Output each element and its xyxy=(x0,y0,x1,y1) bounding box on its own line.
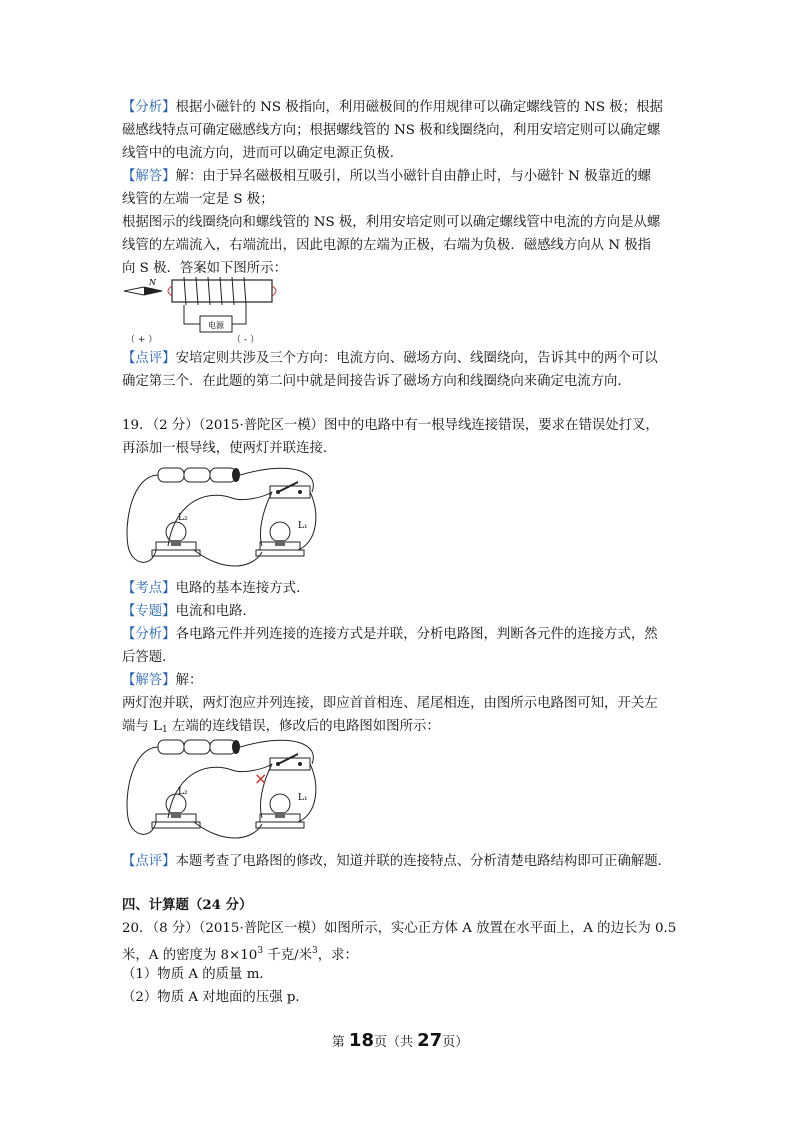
jieda-text: 向 S 极．答案如下图所示： xyxy=(122,261,287,276)
lamp-l2-icon xyxy=(152,794,200,828)
jieda-text: 端与 $L_1$ 左端的连线错误，修改后的电路图如图所示： xyxy=(122,719,440,735)
power-label: 电源 xyxy=(208,321,224,330)
jieda-text: 线管的左端流入，右端流出，因此电源的左端为正极，右端为负极．磁感线方向从 N 极指 xyxy=(122,238,652,253)
jieda-text: 解：由于异名磁极相互吸引，所以当小磁针自由静止时，与小磁针 N 极靠近的螺 xyxy=(175,169,652,184)
n-pole-label: N xyxy=(149,278,156,287)
l2-label: L₂ xyxy=(178,513,188,523)
l1-label: L₁ xyxy=(298,793,308,803)
cross-mark-icon: × xyxy=(254,769,268,788)
tag-zhuanti: 【专题】 xyxy=(122,604,176,619)
q20-stem-line: 20．（8 分）（2015·普陀区一模）如图所示，实心正方体 A 放置在水平面上，A 的边长为 0.5 xyxy=(122,921,677,936)
lamp-l1-icon xyxy=(256,522,304,556)
plus-label: （ + ） xyxy=(126,335,158,345)
q19-solution xyxy=(122,577,682,738)
fenxi-text: 线管中的电流方向，进而可以确定电源正负极． xyxy=(122,146,404,161)
fenxi-text: 磁感线特点可确定磁感线方向；根据螺线管的 NS 极和线圈绕向，利用安培定则可以确定螺 xyxy=(122,123,661,138)
q19-comment xyxy=(122,850,682,873)
q20-stem-line: 米，A 的密度为 $8\times 10^3$ 千克/米$^3$，求： xyxy=(122,946,358,963)
switch-icon xyxy=(270,482,310,498)
q18-analysis xyxy=(122,96,682,280)
l1-label: L₁ xyxy=(298,521,308,531)
kaodian-text: 电路的基本连接方式． xyxy=(175,581,310,596)
tag-dianping: 【点评】 xyxy=(122,351,176,366)
tag-kaodian: 【考点】 xyxy=(122,581,176,596)
q20-item: （1）物质 A 的质量 m． xyxy=(122,967,273,982)
jieda-text: 解： xyxy=(175,673,203,688)
page-number: 18 xyxy=(348,1030,374,1051)
q19-stem-line: 19．（2 分）（2015·普陀区一模）图中的电路中有一根导线连接错误，要求在错误处打叉， xyxy=(122,418,659,433)
q18-comment xyxy=(122,347,682,393)
lamp-l2-icon xyxy=(152,522,200,556)
zhuanti-text: 电流和电路． xyxy=(175,604,256,619)
tag-dianping: 【点评】 xyxy=(122,854,176,869)
jieda-text: 两灯泡并联，两灯泡应并列连接，即应首首相连、尾尾相连，由图所示电路图可知，开关左 xyxy=(122,696,658,711)
page-footer: 第 18页（共 27页） xyxy=(331,1030,469,1051)
l2-label: L₂ xyxy=(178,787,188,797)
lamp-l1-icon xyxy=(256,794,304,828)
fenxi-text: 后答题． xyxy=(122,650,176,665)
q19-stem-line: 再添加一根导线，使两灯并联连接． xyxy=(122,441,337,456)
dianping-text: 安培定则共涉及三个方向：电流方向、磁场方向、线圈绕向，告诉其中的两个可以 xyxy=(175,351,658,366)
section-title: 四、计算题（24 分） xyxy=(122,897,253,913)
tag-jieda: 【解答】 xyxy=(122,673,176,688)
q20-block xyxy=(122,894,682,1009)
tag-jieda: 【解答】 xyxy=(122,169,176,184)
switch-icon xyxy=(270,754,310,770)
jieda-text: 根据图示的线圈绕向和螺线管的 NS 极，利用安培定则可以确定螺线管中电流的方向是从螺 xyxy=(122,215,661,230)
solenoid-figure xyxy=(122,272,302,346)
battery-pack-icon xyxy=(158,740,240,754)
coil-turns xyxy=(184,277,246,305)
battery-pack-icon xyxy=(158,468,240,482)
total-pages: 27 xyxy=(417,1030,443,1051)
dianping-text: 本题考查了电路图的修改，知道并联的连接特点、分析清楚电路结构即可正确解题． xyxy=(175,854,672,869)
q19-stem xyxy=(122,414,682,460)
jieda-text: 线管的左端一定是 S 极； xyxy=(122,192,274,207)
minus-label: （ - ） xyxy=(232,335,259,345)
fenxi-text: 根据小磁针的 NS 极指向，利用磁极间的作用规律可以确定螺线管的 NS 极；根据 xyxy=(175,100,663,115)
q20-item: （2）物质 A 对地面的压强 p． xyxy=(122,990,309,1005)
tag-fenxi: 【分析】 xyxy=(122,627,176,642)
q19-modified-circuit-figure xyxy=(122,734,322,846)
dianping-text: 确定第三个．在此题的第二问中就是间接告诉了磁场方向和线圈绕向来确定电流方向． xyxy=(122,374,631,389)
tag-fenxi: 【分析】 xyxy=(122,100,176,115)
fenxi-text: 各电路元件并列连接的连接方式是并联，分析电路图，判断各元件的连接方式，然 xyxy=(175,627,658,642)
q19-circuit-figure xyxy=(122,462,322,574)
